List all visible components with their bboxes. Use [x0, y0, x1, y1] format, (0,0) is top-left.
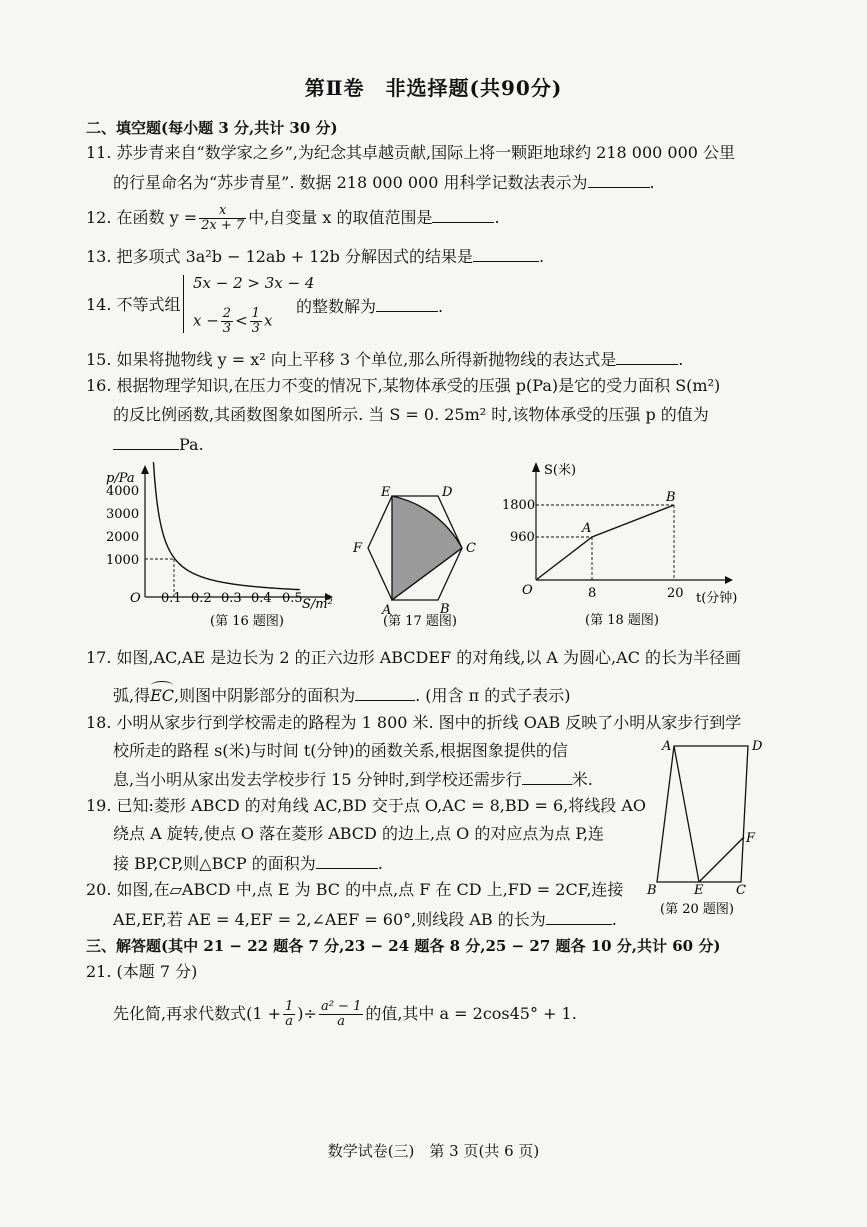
fig16-xtick-0.5: 0.5	[282, 591, 303, 606]
q21-line	[113, 1000, 577, 1029]
q21-text-b: 的值,其中 a = 2cos45° + 1.	[365, 1004, 577, 1023]
fig18-ytick-960: 960	[510, 530, 535, 545]
q14-fraction-2-num: 1	[251, 306, 260, 321]
q15-end: .	[678, 350, 684, 369]
fig18-origin: O	[522, 583, 533, 598]
q21-fraction-2-num: a² − 1	[320, 999, 362, 1014]
q13-text: 13. 把多项式 3a²b − 12ab + 12b 分解因式的结果是	[86, 247, 473, 266]
fig16-ytick-2000: 2000	[106, 530, 140, 545]
fig20-segment-ef	[699, 837, 744, 882]
q20-line2	[113, 908, 617, 930]
answer-blank	[316, 852, 378, 869]
fig16-origin: O	[130, 591, 141, 606]
fig17-shaded-sector	[392, 496, 462, 600]
q14-label: 14. 不等式组	[86, 295, 181, 314]
figure-17	[340, 480, 500, 640]
q16-line3	[113, 433, 204, 455]
fig17-label-a: A	[382, 603, 392, 618]
q21-fraction-2-den: a	[337, 1014, 346, 1029]
q11-text: 的行星命名为“苏步青星”. 数据 218 000 000 用科学记数法表示为	[113, 173, 588, 192]
q21-text-a: 先化简,再求代数式	[113, 1004, 247, 1023]
fig18-y-label: S(米)	[544, 463, 577, 478]
section-fill-in-title: 二、填空题(每小题 3 分,共计 30 分)	[86, 119, 338, 137]
fig16-ytick-1000: 1000	[106, 553, 140, 568]
figure-20	[640, 734, 770, 919]
q17-line1: 17. 如图,AC,AE 是边长为 2 的正六边形 ABCDEF 的对角线,以 A 为圆心,AC 的长为半径画	[86, 648, 742, 667]
fig18-point-b: B	[666, 490, 676, 505]
q14-ineq2-part-c: x	[263, 311, 273, 330]
fig16-xtick-0.2: 0.2	[191, 591, 212, 606]
answer-blank	[473, 245, 539, 262]
q18-unit: 米.	[571, 770, 593, 789]
fig17-label-e: E	[381, 485, 391, 500]
q16-line1: 16. 根据物理学知识,在压力不变的情况下,某物体承受的压强 p(Pa)是它的受力面积 S(m²)	[86, 376, 721, 395]
q16-unit: Pa.	[179, 435, 204, 454]
q11-end: .	[649, 173, 655, 192]
fig16-xtick-0.3: 0.3	[221, 591, 242, 606]
q14-inequality-1: 5x − 2 > 3x − 4	[193, 274, 315, 292]
fig20-label-f: F	[746, 831, 756, 846]
q19-line2: 绕点 A 旋转,使点 O 落在菱形 ABCD 的边上,点 O 的对应点为点 P,连	[113, 824, 605, 843]
fig20-segment-ae	[674, 746, 699, 882]
q17-text-a: 弧,得	[113, 686, 151, 705]
q19-end: .	[377, 854, 383, 873]
q14-ineq2-part-b: <	[235, 311, 248, 330]
fig17-caption: (第 17 题图)	[383, 614, 457, 629]
q19-line3	[113, 852, 383, 874]
answer-blank	[588, 171, 650, 188]
q14-suffix	[296, 295, 443, 317]
answer-blank	[376, 295, 438, 312]
q17-arc-label: EC	[150, 686, 175, 705]
q21-paren-open: (1 +	[246, 1004, 282, 1023]
q14-fraction-2	[250, 307, 262, 336]
answer-blank	[522, 768, 572, 785]
answer-blank	[432, 206, 494, 223]
q12-end: .	[494, 208, 500, 227]
fig16-x-label: S/m²	[302, 597, 333, 612]
q16-line2: 的反比例函数,其函数图象如图所示. 当 S = 0. 25m² 时,该物体承受的压强 p 的值为	[113, 405, 709, 424]
q14-fraction-2-den: 3	[251, 321, 260, 336]
fig16-ytick-4000: 4000	[106, 484, 140, 499]
figure-18	[500, 456, 745, 636]
fig20-label-c: C	[736, 883, 746, 898]
q21-fraction-2	[319, 1000, 363, 1029]
fig17-label-b: B	[440, 602, 450, 617]
figure-16	[100, 462, 350, 632]
q11-line1: 11. 苏步青来自“数学家之乡”,为纪念其卓越贡献,国际上将一颗距地球约 218 000 000 公里	[86, 143, 736, 162]
fig17-label-f: F	[353, 541, 363, 556]
q20-end: .	[611, 910, 617, 929]
answer-blank	[355, 684, 415, 701]
q21-fraction-1-num: 1	[285, 999, 294, 1014]
q18-line2: 校所走的路程 s(米)与时间 t(分钟)的函数关系,根据图象提供的信	[113, 741, 568, 760]
q14-fraction-1-den: 3	[222, 321, 232, 336]
q17-text-c: . (用含 π 的式子表示)	[415, 686, 571, 705]
fig18-point-a: A	[582, 521, 592, 536]
q19-text: 接 BP,CP,则△BCP 的面积为	[113, 854, 316, 873]
q18-text: 息,当小明从家出发去学校步行 15 分钟时,到学校还需步行	[113, 770, 522, 789]
q12-fraction-num: x	[199, 204, 246, 219]
q14-suffix-text: 的整数解为	[296, 297, 377, 316]
q15-text: 15. 如果将抛物线 y = x² 向上平移 3 个单位,那么所得新抛物线的表达式是	[86, 350, 617, 369]
q20-line1: 20. 如图,在▱ABCD 中,点 E 为 BC 的中点,点 F 在 CD 上,FD = 2CF,连接	[86, 880, 624, 899]
fig18-xtick-20: 20	[667, 586, 684, 601]
fig16-y-label: p/Pa	[106, 471, 135, 486]
q12-prefix: 12. 在函数 y =	[86, 208, 198, 227]
answer-blank	[546, 908, 612, 925]
q14-inequality-2	[193, 307, 272, 336]
arc-mark	[151, 681, 173, 690]
q15-line	[86, 348, 683, 370]
fig20-label-a: A	[662, 739, 672, 754]
fig16-ytick-3000: 3000	[106, 507, 140, 522]
fig16-xtick-0.4: 0.4	[251, 591, 272, 606]
q12-line	[86, 204, 500, 233]
q14-ineq2-part-a: x −	[193, 311, 219, 330]
fig20-label-d: D	[752, 739, 763, 754]
q21-fraction-1-den: a	[285, 1014, 294, 1029]
q13-end: .	[538, 247, 545, 266]
fig16-xtick-0.1: 0.1	[161, 591, 182, 606]
fig18-x-label: t(分钟)	[696, 591, 738, 606]
q14-end: .	[438, 297, 444, 316]
fig20-caption: (第 20 题图)	[660, 902, 734, 917]
fig18-polyline-oab	[536, 505, 674, 580]
fig18-caption: (第 18 题图)	[585, 613, 659, 628]
q12-suffix: 中,自变量 x 的取值范围是	[248, 208, 433, 227]
q19-line1: 19. 已知:菱形 ABCD 的对角线 AC,BD 交于点 O,AC = 8,BD = 6,将线段 AO	[86, 796, 647, 815]
fig18-xtick-8: 8	[588, 586, 597, 601]
q18-line3	[113, 768, 593, 790]
fig17-label-c: C	[466, 541, 476, 556]
q11-line2	[113, 171, 655, 193]
fig20-label-b: B	[647, 883, 657, 898]
fig20-parallelogram	[657, 746, 748, 882]
q21-paren-close: )÷	[297, 1004, 317, 1023]
q17-arc-ec	[150, 686, 174, 706]
fig20-label-e: E	[694, 883, 704, 898]
q17-line2	[113, 684, 570, 706]
fig16-caption: (第 16 题图)	[210, 614, 284, 629]
q18-line1: 18. 小明从家步行到学校需走的路程为 1 800 米. 图中的折线 OAB 反映了小明从家步行到学	[86, 713, 742, 732]
q21-fraction-1	[283, 1000, 295, 1029]
q12-fraction-den: 2x + 7	[201, 218, 245, 233]
fig18-ytick-1800: 1800	[502, 498, 536, 513]
page-footer: 数学试卷(三) 第 3 页(共 6 页)	[327, 1142, 540, 1160]
q20-text: AE,EF,若 AE = 4,EF = 2,∠AEF = 60°,则线段 AB 的长为	[113, 910, 546, 929]
fig17-label-d: D	[442, 485, 453, 500]
q17-text-b: ,则图中阴影部分的面积为	[174, 686, 356, 705]
answer-blank	[113, 433, 179, 450]
q14-system-brace	[183, 275, 190, 333]
q14-fraction-1-num: 2	[222, 306, 232, 321]
q14-fraction-1	[221, 307, 233, 336]
section-answer-title: 三、解答题(其中 21 − 22 题各 7 分,23 − 24 题各 8 分,25 − 27 题各 10 分,共计 60 分)	[86, 937, 721, 955]
answer-blank	[616, 348, 678, 365]
q13-line	[86, 245, 544, 267]
q12-fraction	[199, 204, 246, 233]
q21-header: 21. (本题 7 分)	[86, 962, 198, 981]
page-title: 第Ⅱ卷 非选择题(共90分)	[304, 76, 563, 100]
